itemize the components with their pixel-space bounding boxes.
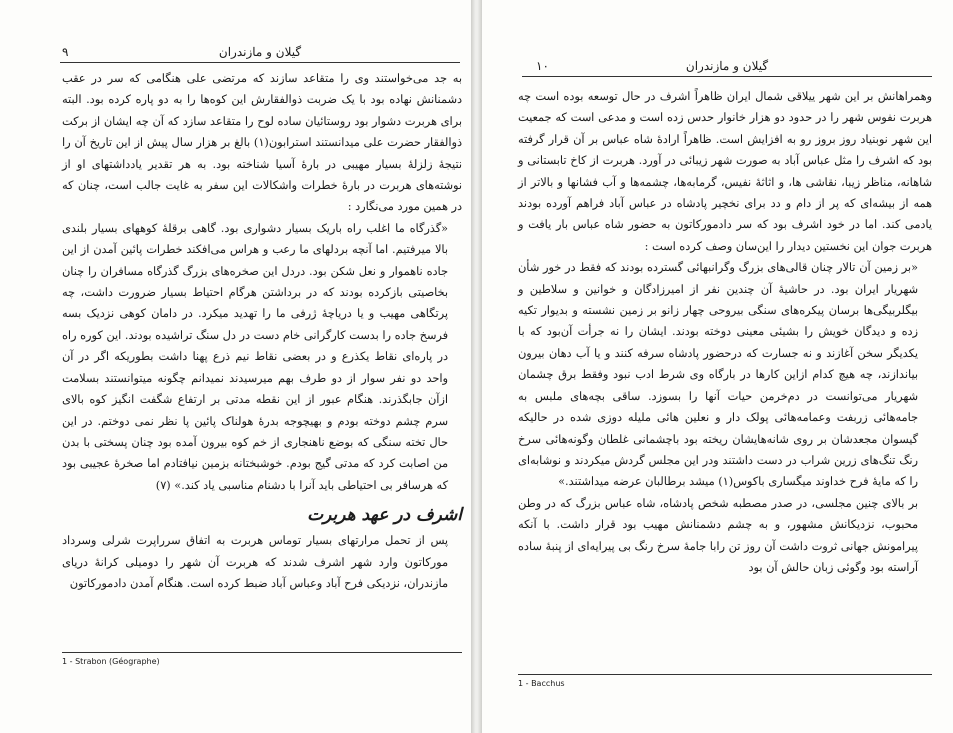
- body-paragraph: به جد می‌خواستند وی را متقاعد سازند که مرتضی علی هنگامی که سر در عقب دشمنانش نهاده بود با یک ضربت ذوالفقارش این کوه‌ها را به دو پاره کرده بود. البته برای هربرت دشوار بود روستائیان ساده لوح را متقاعد سازد که آن چه ایشان از برکت ذوالفقار حضرت علی میدانستند استرابون(۱) بالغ بر هزار سال پیش از این تاریخ آن را نتیجهٔ زلزلهٔ بسیار مهیبی در بارهٔ آسیا شناخته بود. به هر تقدیر یادداشتهای او از نوشته‌های هربرت در بارهٔ خطرات واشکالات این سفر به غایت جالب است، چنان که در همین مورد می‌نگارد :: [62, 72, 462, 214]
- page-body: [518, 86, 932, 578]
- footnote-divider: [62, 652, 462, 653]
- footnote: 1 - Bacchus: [518, 679, 565, 688]
- footnote-divider: [518, 674, 932, 675]
- quote-paragraph: «بر زمین آن تالار چنان قالی‌های بزرگ وگرانبهائی گسترده بودند که فقط در خور شأن شهریار ایران بود. در حاشیهٔ آن چندین نفر از امیرزادگان و خوانین و سلاطین و بیگلربیگی‌ها برسان پیکره‌های سنگی بیروحی چهار زانو بر زمین نشسته و بدیوار تکیه زده و دیدگان خویش را بشیئی معینی دوخته بودند. ایشان را نه جرأت آن‌بود که با یکدیگر سخن آغازند و نه جسارت که درحضور پادشاه سرفه کنند و یا آب دهان بیرون بیاندازند، چه هیچ کدام ازاین کارها در بارگاه وی شرط ادب نبود وفقط برق چشمان شهریار می‌توانست در دم‌خرمن حیات آنها را بسوزد. ساقی بچه‌های ملبس به جامه‌هائی زربفت وعمامه‌هائی پولک دار و نعلین هائی ملیله دوزی شده در حالیکه گیسوان مجعدشان بر روی شانه‌هایشان ریخته بود باچشمانی غلطان وگونه‌هائی سرخ رنگ تنگ‌های زرین شراب در دست داشتند ودر این مجلس گردش میکردند و نوشابه‌ای را که مایهٔ فرح خداوند میگساری باکوس(۱) میشد برطالبان عرضه میداشتند.»: [518, 261, 918, 489]
- page-number: ۹: [62, 45, 69, 59]
- body-paragraph: بر بالای چنین مجلسی، در صدر مصطبه شخص پادشاه، شاه عباس بزرگ که در وطن محبوب، نزدیکانش مشهور، و به چشم دشمنانش مهیب بود قرار داشت. با آنکه پیرامونش جهانی ثروت داشت آن روز تن رابا جامهٔ سرخ رنگ بی پیرایه‌ای از پنبهٔ ساده آراسته بود وگوئی زبان حالش آن بود: [518, 496, 918, 574]
- footnote: 1 - Strabon (Géographe): [62, 657, 160, 666]
- right-page: [482, 0, 953, 733]
- page-body: [62, 68, 462, 594]
- book-gutter: [471, 0, 482, 733]
- running-head: [522, 58, 932, 77]
- page-number: ۱۰: [536, 59, 549, 73]
- body-paragraph: وهمراهانش بر این شهر ییلاقی شمال ایران ظاهراً اشرف در حال توسعه بوده است چه هربرت نفوس شهر را در حدود دو هزار خانوار حدس زده است و مدعی است که جمعیت این شهر نوبنیاد روز بروز رو به افزایش است. ظاهراً ارادهٔ شاه عباس بر آن قرار گرفته بود که اشرف را مثل عباس آباد به صورت شهر زیبائی در آورد. هربرت از کاخ تابستانی و شاهانه، مناظر زیبا، نقاشی ها، و اثاثهٔ نفیس، گرمابه‌ها، چشمه‌ها و آب فشانها و بالاتر از همه از بیشه‌ای که پر از دام و دد برای نخچیر پادشاه در عباس آباد فراهم آورده بودند یادمی کند. اما در خود اشرف بود که سر دادمورکاتون به حضور شاه عباس بار یافت و هربرت جوان این نخستین دیدار را این‌سان وصف کرده است :: [518, 90, 932, 253]
- running-title: گیلان و مازندران: [218, 45, 302, 59]
- quote-paragraph: «گذرگاه ما اغلب راه باریک بسیار دشواری بود. گاهی برقلهٔ کوههای بسیار بلندی بالا میرفتیم. اما آنچه بردلهای ما رعب و هراس می‌افکند خطرات پائین آمدن از این جاده ناهموار و نعل شکن بود. دردل این صخره‌های بزرگ گذرگاه مسافران را چنان بخاصیتی بازکرده بودند که در برداشتن هرگام احتیاط بسیار ضرورت داشت، چه پرتگاهی مهیب و یا دریاچهٔ ژرفی ما را تهدید میکرد. در دامان کوهی نزدیک بسه فرسخ جاده را بدست کارگرانی خام دست در دل سنگ تراشیده بودند. این کوره راه در پاره‌ای نقاط یکذرع و در بعضی نقاط نیم ذرع پهنا داشت بطوریکه اگر در آن واحد دو نفر سوار از دو طرف بهم میرسیدند نمیدانم چگونه میتوانستند بسلامت ازآن جابگذرند. هنگام عبور از این نقطه مدتی بر ارتفاع شگفت انگیز کوه بالای سرم چشم دوخته بودم و بهیچوجه بدرهٔ هولناک پائین پا نظر نمی دوختم. در این حال تخته سنگی که بوضع ناهنجاری از خم کوه بیرون آمده بود چنان پسختی با بدن من اصابت کرد که مدتی گیج بودم. خوشبختانه بزمین نیافتادم اما صخرهٔ عجیبی بود که هرسافر بی احتیاطی باید آنرا با دشنام مناسبی یاد کند.» (۷): [62, 221, 448, 492]
- left-page: [0, 0, 471, 733]
- body-paragraph: پس از تحمل مرارتهای بسیار توماس هربرت به اتفاق سرراپرت شرلی وسرداد مورکاتون وارد شهر اشرف شدند که هربرت آن شهر را دومیلی کرانهٔ دریای مازندران، نزدیکی فرح آباد وعباس آباد ضبط کرده است. هنگام آمدن دادمورکاتون: [62, 534, 448, 590]
- running-title: گیلان و مازندران: [685, 59, 769, 73]
- running-head: [60, 44, 460, 63]
- section-heading: اشرف در عهد هربرت: [307, 505, 462, 526]
